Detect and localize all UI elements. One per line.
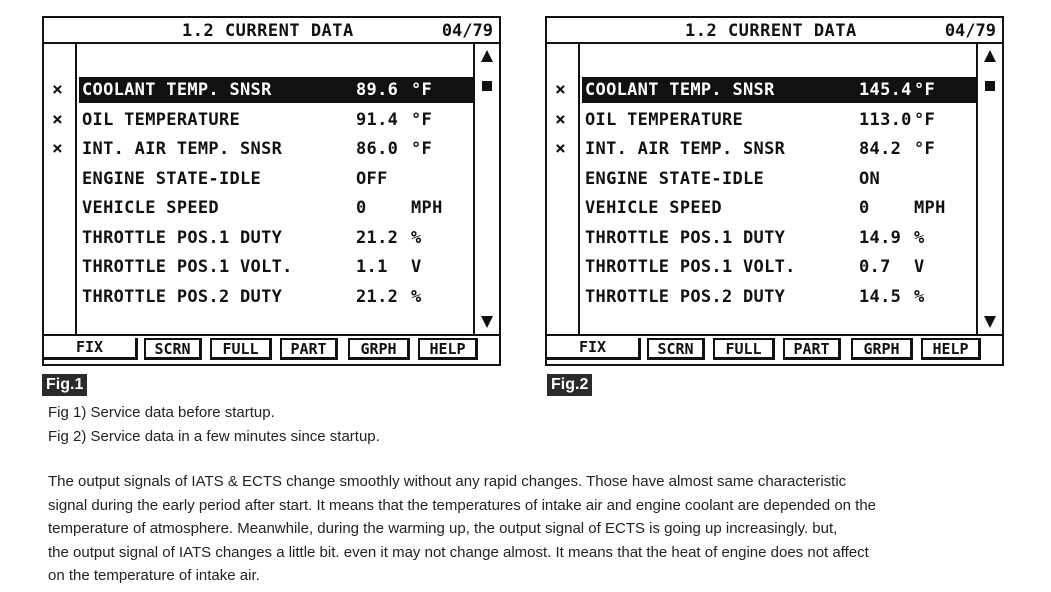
scroll-up-arrow-icon[interactable]: [984, 50, 996, 62]
row-value: 145.4: [859, 80, 912, 100]
page-counter: 04/79: [944, 21, 996, 41]
scrn-button[interactable]: SCRN: [144, 338, 202, 360]
row-label: THROTTLE POS.2 DUTY: [585, 286, 786, 307]
data-row-vehicle-speed[interactable]: [547, 194, 1002, 224]
row-value: ON: [859, 168, 881, 189]
row-value: 91.4: [356, 109, 399, 130]
paragraph-line: The output signals of IATS & ECTS change smoothly without any rapid changes. Those have almost same characteristic: [48, 473, 847, 490]
grph-button[interactable]: GRPH: [851, 338, 913, 360]
fix-button[interactable]: FIX: [44, 338, 138, 360]
figure-caption: Fig 1) Service data before startup.: [48, 404, 275, 421]
data-row-vehicle-speed[interactable]: [44, 194, 499, 224]
data-row-intake-air-temp[interactable]: [44, 135, 499, 165]
row-value: 89.6: [356, 80, 399, 100]
row-value: 21.2: [356, 227, 399, 248]
row-unit: °F: [914, 80, 936, 100]
row-value: 0: [356, 198, 367, 218]
row-unit: %: [411, 286, 422, 307]
selected-mark-icon: ×: [555, 79, 567, 100]
row-label: OIL TEMPERATURE: [82, 109, 241, 130]
screen-title: 1.2 CURRENT DATA: [182, 21, 354, 41]
row-label: INT. AIR TEMP. SNSR: [82, 139, 283, 159]
row-unit: MPH: [411, 198, 443, 218]
figure-caption: Fig 2) Service data in a few minutes since startup.: [48, 428, 380, 445]
row-label: COOLANT TEMP. SNSR: [82, 80, 272, 100]
data-row-oil-temp[interactable]: [44, 106, 499, 136]
row-unit: %: [411, 227, 422, 248]
row-unit: °F: [411, 80, 433, 100]
row-value: 86.0: [356, 139, 399, 159]
row-unit: V: [914, 257, 925, 277]
row-label: THROTTLE POS.1 VOLT.: [585, 257, 796, 277]
scroll-down-arrow-icon[interactable]: [481, 316, 493, 328]
row-unit: MPH: [914, 198, 946, 218]
selected-mark-icon: ×: [555, 138, 567, 159]
screen-title-bar: [547, 18, 1002, 44]
data-row-throttle-pos2-duty[interactable]: [44, 283, 499, 313]
selected-mark-icon: ×: [52, 108, 64, 130]
data-row-intake-air-temp[interactable]: [547, 135, 1002, 165]
row-unit: °F: [411, 139, 433, 159]
row-label: THROTTLE POS.1 DUTY: [585, 227, 786, 248]
data-row-throttle-pos1-volt[interactable]: [547, 253, 1002, 283]
scrn-button[interactable]: SCRN: [647, 338, 705, 360]
data-row-throttle-pos1-duty[interactable]: [44, 224, 499, 254]
paragraph-line: temperature of atmosphere. Meanwhile, during the warming up, the output signal of ECTS is going up increasingly. but,: [48, 520, 838, 537]
paragraph-line: the output signal of IATS changes a little bit. even it may not change almost. It means that the heat of engine does not affect: [48, 544, 869, 561]
paragraph-line: signal during the early period after start. It means that the temperatures of intake air and engine coolant are depended on the: [48, 497, 877, 514]
scan-tool-screen-fig2: [545, 16, 1004, 366]
part-button[interactable]: PART: [783, 338, 841, 360]
data-row-coolant-temp[interactable]: [44, 76, 499, 106]
row-unit: °F: [914, 109, 936, 130]
row-label: ENGINE STATE-IDLE: [585, 168, 765, 189]
row-label: COOLANT TEMP. SNSR: [585, 80, 775, 100]
grph-button[interactable]: GRPH: [348, 338, 410, 360]
scan-tool-screen-fig1: [42, 16, 501, 366]
row-value: 14.9: [859, 227, 902, 248]
full-button[interactable]: FULL: [210, 338, 272, 360]
row-label: THROTTLE POS.2 DUTY: [82, 286, 283, 307]
data-list: [44, 76, 499, 312]
row-unit: V: [411, 257, 422, 277]
data-row-engine-state[interactable]: [547, 165, 1002, 195]
row-label: THROTTLE POS.1 VOLT.: [82, 257, 293, 277]
row-value: 0: [859, 198, 870, 218]
row-value: 14.5: [859, 286, 902, 307]
screen-title-bar: [44, 18, 499, 44]
figure-label: Fig.2: [547, 374, 592, 396]
data-row-coolant-temp[interactable]: [547, 76, 1002, 106]
row-label: INT. AIR TEMP. SNSR: [585, 139, 786, 159]
figure-label: Fig.1: [42, 374, 87, 396]
row-label: OIL TEMPERATURE: [585, 109, 744, 130]
row-value: 21.2: [356, 286, 399, 307]
fix-button[interactable]: FIX: [547, 338, 641, 360]
selected-mark-icon: ×: [52, 138, 64, 159]
part-button[interactable]: PART: [280, 338, 338, 360]
screen-title: 1.2 CURRENT DATA: [685, 21, 857, 41]
function-key-bar: [44, 334, 499, 364]
function-key-bar: [547, 334, 1002, 364]
data-row-throttle-pos1-volt[interactable]: [44, 253, 499, 283]
selected-mark-icon: ×: [52, 79, 64, 100]
row-unit: %: [914, 286, 925, 307]
paragraph-line: on the temperature of intake air.: [48, 567, 260, 584]
row-label: ENGINE STATE-IDLE: [82, 168, 262, 189]
data-row-throttle-pos2-duty[interactable]: [547, 283, 1002, 313]
row-label: THROTTLE POS.1 DUTY: [82, 227, 283, 248]
row-value: 84.2: [859, 139, 902, 159]
data-row-engine-state[interactable]: [44, 165, 499, 195]
data-list: [547, 76, 1002, 312]
selected-mark-icon: ×: [555, 108, 567, 130]
data-row-throttle-pos1-duty[interactable]: [547, 224, 1002, 254]
help-button[interactable]: HELP: [921, 338, 981, 360]
scroll-down-arrow-icon[interactable]: [984, 316, 996, 328]
data-row-oil-temp[interactable]: [547, 106, 1002, 136]
row-unit: °F: [914, 139, 936, 159]
row-value: 1.1: [356, 257, 388, 277]
scroll-up-arrow-icon[interactable]: [481, 50, 493, 62]
help-button[interactable]: HELP: [418, 338, 478, 360]
row-unit: °F: [411, 109, 433, 130]
row-label: VEHICLE SPEED: [82, 198, 219, 218]
row-value: 0.7: [859, 257, 891, 277]
row-label: VEHICLE SPEED: [585, 198, 722, 218]
row-unit: %: [914, 227, 925, 248]
row-value: 113.0: [859, 109, 912, 130]
page-counter: 04/79: [441, 21, 493, 41]
row-value: OFF: [356, 168, 388, 189]
full-button[interactable]: FULL: [713, 338, 775, 360]
